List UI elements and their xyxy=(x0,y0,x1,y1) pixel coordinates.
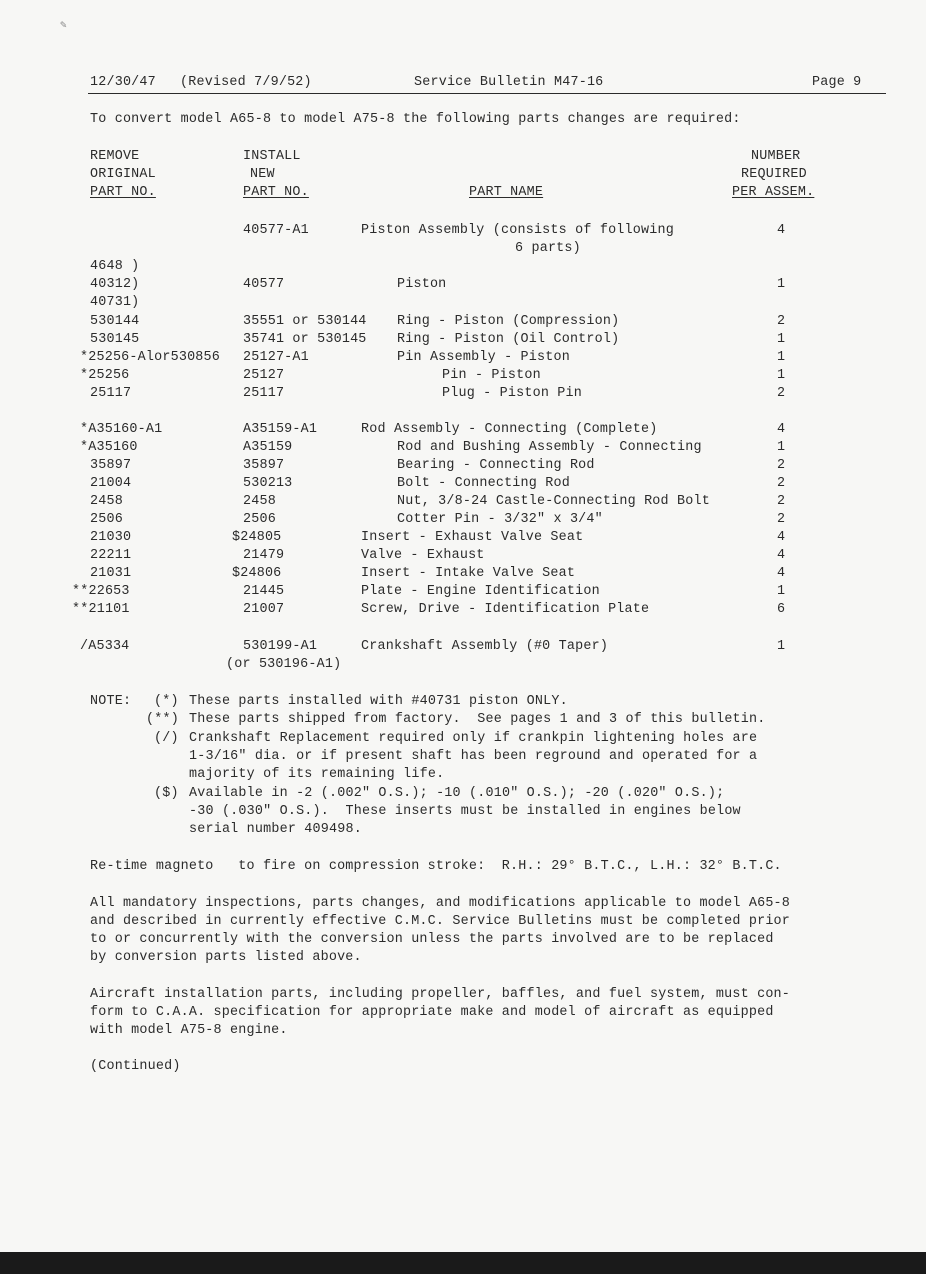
row-install: 35741 or 530145 xyxy=(243,332,367,347)
col-remove-2: ORIGINAL xyxy=(90,167,156,182)
row-part-name: Valve - Exhaust xyxy=(361,548,485,563)
row-part-name: Rod and Bushing Assembly - Connecting xyxy=(397,440,702,455)
row-install: 25117 xyxy=(243,386,285,401)
note-2-mark: (**) xyxy=(146,712,179,727)
row-install: 21007 xyxy=(243,602,285,617)
row-part-name: Nut, 3/8-24 Castle-Connecting Rod Bolt xyxy=(397,494,710,509)
row-qty: 2 xyxy=(777,458,786,473)
piston-qty: 1 xyxy=(777,277,786,292)
row-part-name: Cotter Pin - 3/32" x 3/4" xyxy=(397,512,603,527)
row-part-name: Screw, Drive - Identification Plate xyxy=(361,602,650,617)
row-qty: 4 xyxy=(777,530,786,545)
row-install: A35159 xyxy=(243,440,293,455)
row-part-name: Rod Assembly - Connecting (Complete) xyxy=(361,422,658,437)
row-install: 35551 or 530144 xyxy=(243,314,367,329)
row-part-name: Bearing - Connecting Rod xyxy=(397,458,595,473)
crankshaft-remove: /A5334 xyxy=(80,639,130,654)
crankshaft-install: 530199-A1 xyxy=(243,639,318,654)
note-1-mark: (*) xyxy=(154,694,179,709)
row-install: A35159-A1 xyxy=(243,422,318,437)
row-remove: *A35160-A1 xyxy=(80,422,163,437)
row-qty: 4 xyxy=(777,566,786,581)
row-remove: 22211 xyxy=(90,548,132,563)
note-4-line-2: -30 (.030" O.S.). These inserts must be installed in engines below xyxy=(189,804,741,819)
paragraph-2-line: Aircraft installation parts, including propeller, baffles, and fuel system, must con- xyxy=(90,987,791,1002)
col-part-name: PART NAME xyxy=(469,185,544,200)
row-install: 35897 xyxy=(243,458,285,473)
paragraph-1-line: and described in currently effective C.M.C. Service Bulletins must be completed prior xyxy=(90,914,791,929)
row-part-name: Insert - Intake Valve Seat xyxy=(361,566,576,581)
row-part-name: Pin Assembly - Piston xyxy=(397,350,570,365)
row-part-name: Plug - Piston Pin xyxy=(442,386,583,401)
piston-name: Piston xyxy=(397,277,447,292)
header-bulletin: Service Bulletin M47-16 xyxy=(414,75,604,90)
row-install: 25127 xyxy=(243,368,285,383)
paragraph-1-line: to or concurrently with the conversion unless the parts involved are to be replaced xyxy=(90,932,774,947)
row-part-name: Bolt - Connecting Rod xyxy=(397,476,570,491)
scan-bottom-edge xyxy=(0,1252,926,1274)
continued-label: (Continued) xyxy=(90,1059,181,1074)
paragraph-2-line: with model A75-8 engine. xyxy=(90,1023,288,1038)
piston-assy-install: 40577-A1 xyxy=(243,223,309,238)
piston-assy-name-cont: 6 parts) xyxy=(515,241,581,256)
intro-text: To convert model A65-8 to model A75-8 the following parts changes are required: xyxy=(90,112,741,127)
row-remove: **21101 xyxy=(72,602,130,617)
row-qty: 4 xyxy=(777,422,786,437)
row-remove: 25117 xyxy=(90,386,132,401)
header-revised: (Revised 7/9/52) xyxy=(180,75,312,90)
row-install: 21479 xyxy=(243,548,285,563)
header-page: Page 9 xyxy=(812,75,862,90)
row-remove: 530145 xyxy=(90,332,140,347)
scan-mark: ✎ xyxy=(60,20,67,32)
row-install: 2458 xyxy=(243,494,276,509)
row-qty: 6 xyxy=(777,602,786,617)
row-remove: 2506 xyxy=(90,512,123,527)
col-install-2: NEW xyxy=(250,167,275,182)
piston-orig-3: 40731) xyxy=(90,295,140,310)
crankshaft-name: Crankshaft Assembly (#0 Taper) xyxy=(361,639,609,654)
row-remove: **22653 xyxy=(72,584,130,599)
crankshaft-install-alt: (or 530196-A1) xyxy=(226,657,342,672)
paragraph-1-line: by conversion parts listed above. xyxy=(90,950,362,965)
row-remove: 530144 xyxy=(90,314,140,329)
note-4-line-1: Available in -2 (.002" O.S.); -10 (.010" O.S.); -20 (.020" O.S.); xyxy=(189,786,725,801)
col-remove-1: REMOVE xyxy=(90,149,140,164)
row-remove: *A35160 xyxy=(80,440,138,455)
row-remove: 21030 xyxy=(90,530,132,545)
row-remove: 2458 xyxy=(90,494,123,509)
crankshaft-qty: 1 xyxy=(777,639,786,654)
row-qty: 1 xyxy=(777,440,786,455)
row-install: 21445 xyxy=(243,584,285,599)
row-remove: 21004 xyxy=(90,476,132,491)
row-install: $24806 xyxy=(232,566,282,581)
header-date: 12/30/47 xyxy=(90,75,156,90)
col-install-1: INSTALL xyxy=(243,149,301,164)
col-number-1: NUMBER xyxy=(751,149,801,164)
note-3-line-3: majority of its remaining life. xyxy=(189,767,445,782)
note-1-text: These parts installed with #40731 piston ONLY. xyxy=(189,694,568,709)
note-2-text: These parts shipped from factory. See pages 1 and 3 of this bulletin. xyxy=(189,712,766,727)
piston-orig-2: 40312) xyxy=(90,277,140,292)
note-3-line-1: Crankshaft Replacement required only if crankpin lightening holes are xyxy=(189,731,758,746)
piston-assy-qty: 4 xyxy=(777,223,786,238)
note-4-mark: ($) xyxy=(154,786,179,801)
paragraph-2-line: form to C.A.A. specification for appropriate make and model of aircraft as equipped xyxy=(90,1005,774,1020)
row-qty: 2 xyxy=(777,476,786,491)
col-install-3: PART NO. xyxy=(243,185,309,200)
row-qty: 2 xyxy=(777,494,786,509)
row-part-name: Ring - Piston (Compression) xyxy=(397,314,620,329)
row-remove: 35897 xyxy=(90,458,132,473)
row-qty: 1 xyxy=(777,350,786,365)
col-number-2: REQUIRED xyxy=(741,167,807,182)
row-qty: 1 xyxy=(777,368,786,383)
col-remove-3: PART NO. xyxy=(90,185,156,200)
row-qty: 2 xyxy=(777,512,786,527)
row-part-name: Pin - Piston xyxy=(442,368,541,383)
row-qty: 2 xyxy=(777,386,786,401)
row-qty: 4 xyxy=(777,548,786,563)
row-install: 530213 xyxy=(243,476,293,491)
row-install: 25127-A1 xyxy=(243,350,309,365)
piston-orig-1: 4648 ) xyxy=(90,259,140,274)
header-rule xyxy=(88,93,886,94)
note-3-line-2: 1-3/16" dia. or if present shaft has been reground and operated for a xyxy=(189,749,758,764)
row-install: 2506 xyxy=(243,512,276,527)
col-number-3: PER ASSEM. xyxy=(732,185,815,200)
row-qty: 1 xyxy=(777,332,786,347)
row-remove: *25256 xyxy=(80,368,130,383)
row-remove: 21031 xyxy=(90,566,132,581)
row-qty: 1 xyxy=(777,584,786,599)
row-qty: 2 xyxy=(777,314,786,329)
row-remove: *25256-Alor530856 xyxy=(80,350,221,365)
row-part-name: Plate - Engine Identification xyxy=(361,584,600,599)
row-install: $24805 xyxy=(232,530,282,545)
retime-magneto: Re-time magneto to fire on compression stroke: R.H.: 29° B.T.C., L.H.: 32° B.T.C. xyxy=(90,859,782,874)
piston-assy-name: Piston Assembly (consists of following xyxy=(361,223,674,238)
paragraph-1-line: All mandatory inspections, parts changes, and modifications applicable to model A65-8 xyxy=(90,896,791,911)
row-part-name: Ring - Piston (Oil Control) xyxy=(397,332,620,347)
note-4-line-3: serial number 409498. xyxy=(189,822,362,837)
note-label: NOTE: xyxy=(90,694,132,709)
piston-install: 40577 xyxy=(243,277,285,292)
row-part-name: Insert - Exhaust Valve Seat xyxy=(361,530,584,545)
note-3-mark: (/) xyxy=(154,731,179,746)
